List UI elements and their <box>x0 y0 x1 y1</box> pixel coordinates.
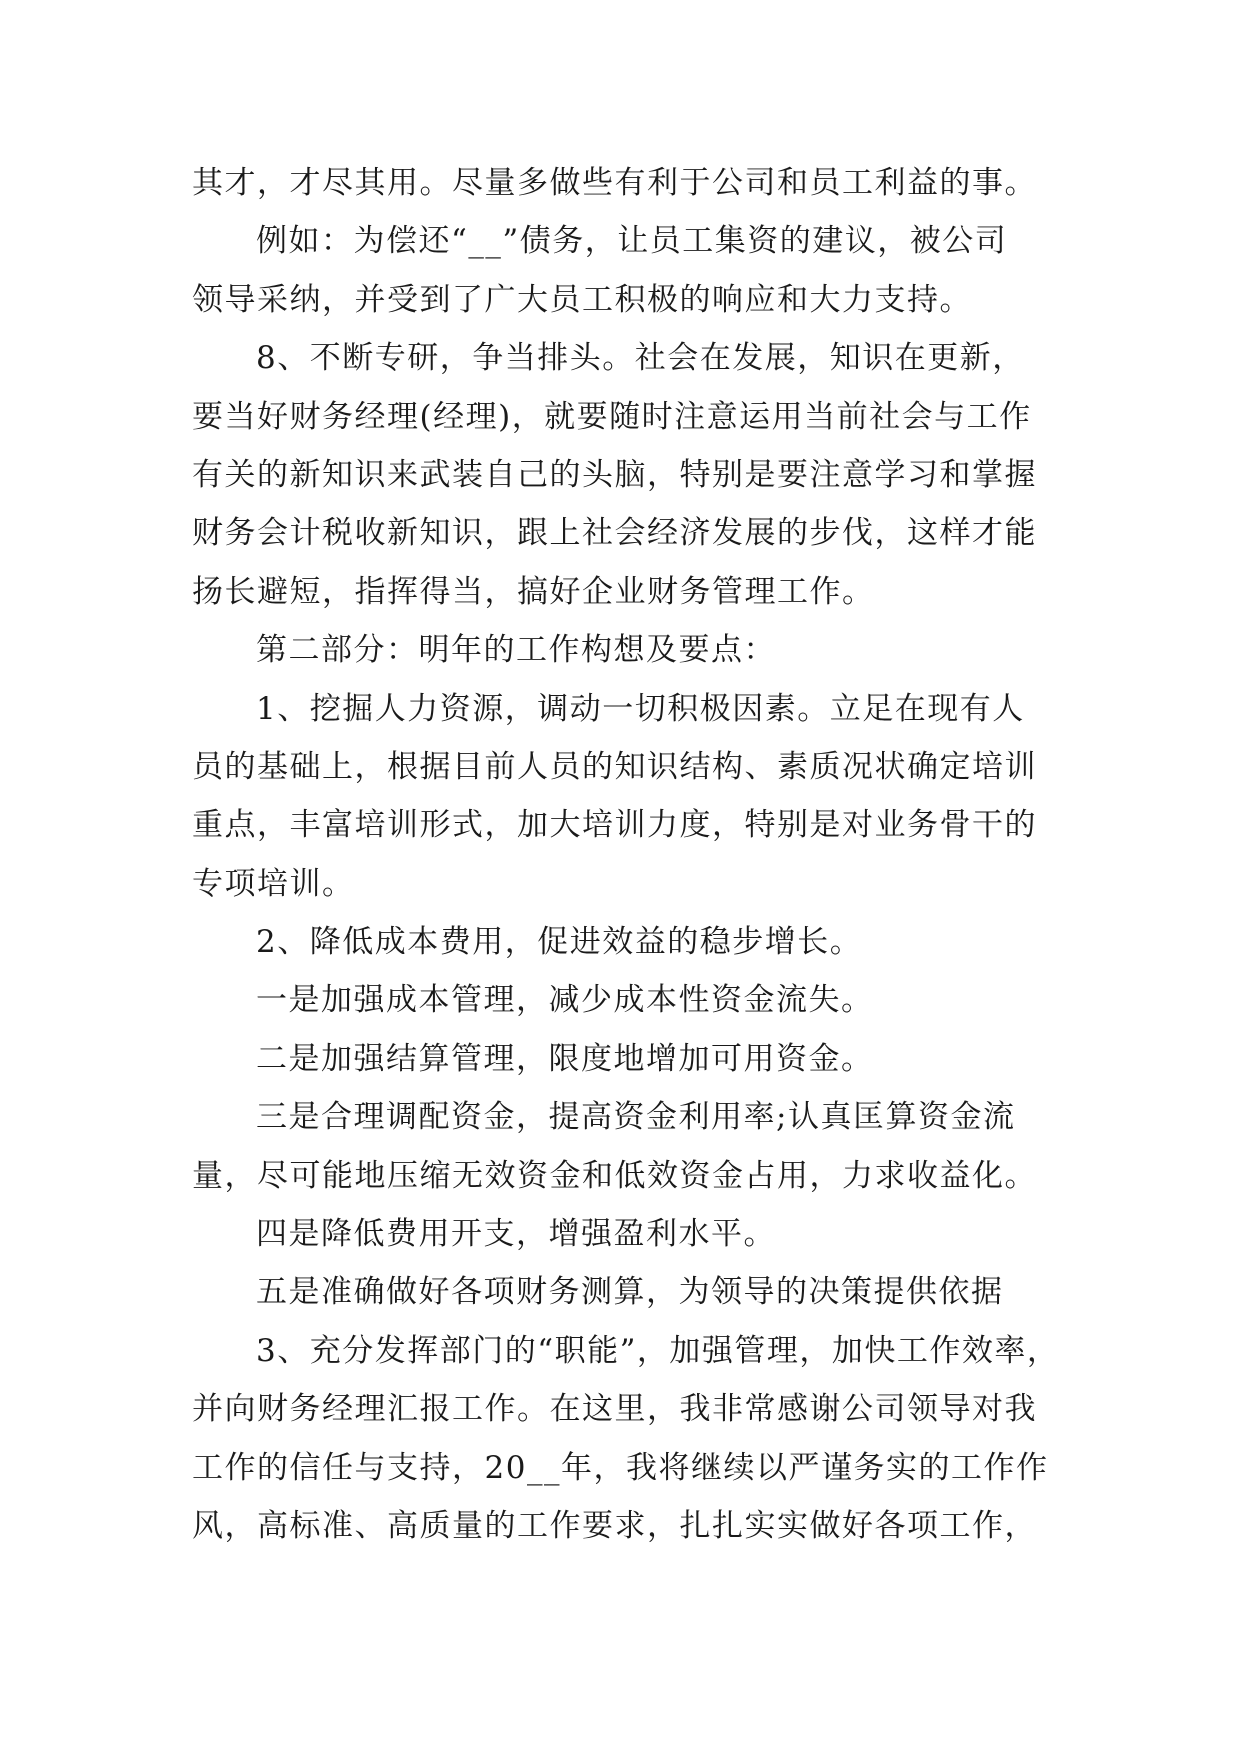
text-line: 领导采纳，并受到了广大员工积极的响应和大力支持。 <box>192 281 972 318</box>
text-line: 例如：为偿还“__”债务，让员工集资的建议，被公司 <box>256 223 1008 260</box>
text-line: 2、降低成本费用，促进效益的稳步增长。 <box>256 924 863 961</box>
text-line: 四是降低费用开支，增强盈利水平。 <box>256 1216 776 1253</box>
text-line: 8、不断专研，争当排头。社会在发展，知识在更新， <box>256 340 1025 377</box>
text-line: 有关的新知识来武装自己的头脑，特别是要注意学习和掌握 <box>192 456 1037 493</box>
text-line: 员的基础上，根据目前人员的知识结构、素质况状确定培训 <box>192 748 1037 785</box>
text-line: 其才，才尽其用。尽量多做些有利于公司和员工利益的事。 <box>192 165 1037 201</box>
text-line: 财务会计税收新知识，跟上社会经济发展的步伐，这样才能 <box>192 515 1037 552</box>
section-heading: 第二部分：明年的工作构想及要点： <box>256 632 776 669</box>
text-line: 一是加强成本管理，减少成本性资金流失。 <box>256 982 874 1019</box>
document-body <box>192 154 1072 1555</box>
text-line: 专项培训。 <box>192 865 355 902</box>
text-line: 重点，丰富培训形式，加大培训力度，特别是对业务骨干的 <box>192 807 1037 844</box>
text-line: 扬长避短，指挥得当，搞好企业财务管理工作。 <box>192 573 875 610</box>
text-line: 五是准确做好各项财务测算，为领导的决策提供依据 <box>256 1274 1004 1311</box>
text-line: 风，高标准、高质量的工作要求，扎扎实实做好各项工作， <box>192 1507 1037 1544</box>
text-line: 二是加强结算管理，限度地增加可用资金。 <box>256 1040 874 1077</box>
text-line: 1、挖掘人力资源，调动一切积极因素。立足在现有人 <box>256 690 1025 727</box>
text-line: 量，尽可能地压缩无效资金和低效资金占用，力求收益化。 <box>192 1157 1037 1194</box>
text-line: 工作的信任与支持，20__年，我将继续以严谨务实的工作作 <box>192 1449 1049 1486</box>
text-line: 并向财务经理汇报工作。在这里，我非常感谢公司领导对我 <box>192 1391 1037 1428</box>
text-line: 3、充分发挥部门的“职能”，加强管理，加快工作效率， <box>256 1332 1060 1369</box>
text-line: 三是合理调配资金，提高资金利用率;认真匡算资金流 <box>256 1099 1016 1136</box>
text-line: 要当好财务经理(经理)，就要随时注意运用当前社会与工作 <box>192 398 1032 435</box>
